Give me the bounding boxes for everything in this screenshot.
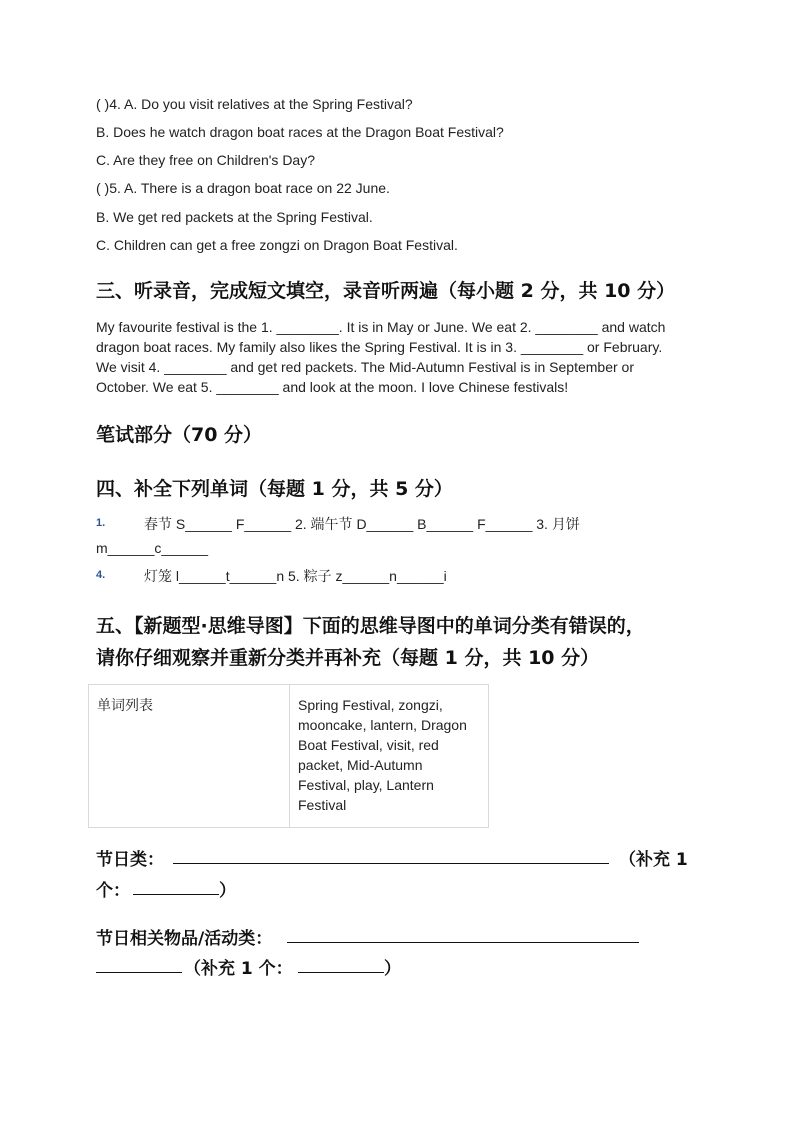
item-number-4: 4. [96, 569, 106, 581]
word-list-table [88, 684, 489, 828]
close-paren: ） [219, 881, 236, 901]
items-supplement-label: （补充 1 个： [184, 959, 293, 979]
word-items-1-3: 春节 S______ F______ 2. 端午节 D______ B______ F______ 3. 月饼 [144, 516, 580, 532]
word-list-line: packet, Mid-Autumn [298, 757, 423, 773]
section3-heading: 三、听录音，完成短文填空，录音听两遍（每小题 2 分，共 10 分） [96, 280, 676, 302]
word-list-line: Spring Festival, zongzi, [298, 697, 443, 713]
festival-supplement-label: （补充 1 [619, 850, 688, 870]
word-list-line: mooncake, lantern, Dragon [298, 717, 467, 733]
option-4c: C. Are they free on Children's Day? [96, 152, 316, 168]
item-number-1: 1. [96, 517, 106, 529]
word-item-3-cont: m______c______ [96, 540, 209, 556]
cloze-line-2: dragon boat races. My family also likes the Spring Festival. It is in 3. ________ or February. [96, 339, 663, 355]
option-5a: ( )5. A. There is a dragon boat race on 22 June. [96, 180, 390, 196]
word-list-label: 单词列表 [89, 685, 290, 828]
festival-supplement-line[interactable] [133, 894, 219, 895]
cloze-passage [96, 317, 696, 397]
section5-heading-line2: 请你仔细观察并重新分类并再补充（每题 1 分，共 10 分） [96, 647, 600, 669]
section4-heading: 四、补全下列单词（每题 1 分，共 5 分） [96, 478, 453, 500]
word-list-line: Festival, play, Lantern [298, 777, 434, 793]
section5-heading-line1: 五、【新题型·思维导图】下面的思维导图中的单词分类有错误的， [96, 615, 645, 637]
festival-answer-line[interactable] [173, 863, 609, 864]
word-list-content [290, 685, 489, 828]
festival-supplement-label-2: 个： [96, 881, 130, 901]
items-answer-line[interactable] [287, 942, 639, 943]
cloze-line-4: October. We eat 5. ________ and look at the moon. I love Chinese festivals! [96, 379, 569, 395]
cloze-line-3: We visit 4. ________ and get red packets. The Mid-Autumn Festival is in September or [96, 359, 634, 375]
written-part-heading: 笔试部分（70 分） [96, 424, 263, 446]
items-category-label: 节日相关物品/活动类： [96, 929, 273, 949]
close-paren: ） [384, 959, 401, 979]
items-answer-line-2[interactable] [96, 972, 182, 973]
option-5c: C. Children can get a free zongzi on Dragon Boat Festival. [96, 237, 458, 253]
word-list-line: Festival [298, 797, 347, 813]
option-5b: B. We get red packets at the Spring Festival. [96, 209, 373, 225]
option-4a: ( )4. A. Do you visit relatives at the Spring Festival? [96, 96, 413, 112]
option-4b: B. Does he watch dragon boat races at the Dragon Boat Festival? [96, 124, 504, 140]
word-list-line: Boat Festival, visit, red [298, 737, 439, 753]
cloze-line-1: My favourite festival is the 1. ________. It is in May or June. We eat 2. ________ and watch [96, 319, 666, 335]
items-supplement-line[interactable] [298, 972, 384, 973]
word-items-4-5: 灯笼 l______t______n 5. 粽子 z______n______i [144, 568, 447, 584]
festival-category-label: 节日类： [96, 850, 164, 870]
